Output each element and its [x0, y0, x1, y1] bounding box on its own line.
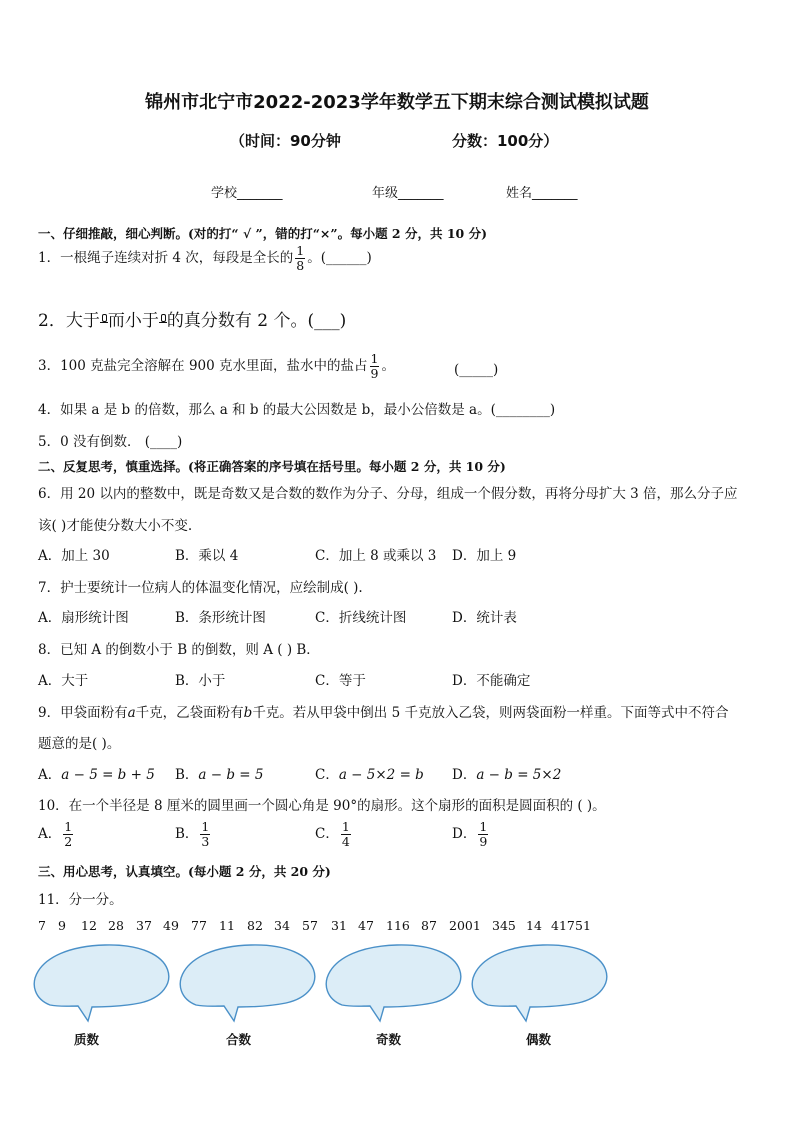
fraction-image: [159, 314, 167, 330]
bubble-label-even: 偶数: [526, 1032, 552, 1047]
number-item: 28: [108, 918, 124, 933]
grade-field: 年级_______: [372, 186, 444, 201]
q9-option-c: C．a − 5×2 = b: [315, 767, 424, 783]
question-9-line-1: 9．甲袋面粉有a千克，乙袋面粉有b千克。若从甲袋中倒出 5 千克放入乙袋，则两袋面粉一样重。下面等式中不符合: [38, 705, 729, 721]
number-item: 14: [526, 918, 542, 933]
speech-bubble-even: [472, 945, 607, 1021]
exam-time: （时间：90分钟: [230, 132, 341, 150]
q9-option-a: A．a − 5 = b + 5: [38, 767, 155, 783]
question-11: 11．分一分。: [38, 892, 123, 908]
q10-option-d: D． $\frac{1}{9}$: [452, 819, 488, 849]
q6-option-c: C．加上 8 或乘以 3: [315, 548, 437, 564]
question-5: 5．0 没有倒数． (____): [38, 434, 183, 450]
q9-option-b: B．a − b = 5: [175, 767, 264, 783]
q8-option-c: C．等于: [315, 673, 366, 689]
number-item: 77: [191, 918, 207, 933]
question-6-line-2: 该( )才能使分数大小不变.: [38, 518, 193, 534]
number-item: 2001: [449, 918, 481, 933]
section-3-heading: 三、用心思考，认真填空。(每小题 2 分，共 20 分): [38, 864, 331, 879]
q10-option-c: C． $\frac{1}{4}$: [315, 819, 350, 849]
q7-option-b: B．条形统计图: [175, 610, 266, 626]
section-1-heading: 一、仔细推敲，细心判断。(对的打“ √ ”，错的打“×”。每小题 2 分，共 10 分): [38, 226, 487, 241]
question-1: [38, 244, 372, 273]
fraction: $\frac{1}{9}$: [370, 351, 379, 381]
fraction: $\frac{1}{8}$: [296, 243, 305, 273]
question-9-line-2: 题意的是( )。: [38, 736, 121, 752]
bubble-label-composite: 合数: [226, 1032, 252, 1047]
number-item: 57: [302, 918, 318, 933]
speech-bubbles: [0, 935, 794, 1025]
number-item: 345: [492, 918, 516, 933]
question-2: 2．大于 而小于 的真分数有 2 个。(___): [38, 311, 347, 331]
page-title: 锦州市北宁市2022-2023学年数学五下期末综合测试模拟试题: [145, 92, 649, 113]
question-4: 4．如果 a 是 b 的倍数，那么 a 和 b 的最大公因数是 b，最小公倍数是 a。(________): [38, 402, 556, 418]
q6-option-a: A．加上 30: [38, 548, 110, 564]
number-item: 116: [386, 918, 410, 933]
q8-option-b: B．小于: [175, 673, 226, 689]
bubble-label-odd: 奇数: [376, 1032, 402, 1047]
q10-option-b: B． $\frac{1}{3}$: [175, 819, 210, 849]
fraction-image: [100, 314, 108, 330]
name-field: 姓名_______: [506, 186, 578, 201]
number-item: 12: [81, 918, 97, 933]
q10-option-a: A． $\frac{1}{2}$: [38, 819, 73, 849]
number-item: 82: [247, 918, 263, 933]
question-8: 8．已知 A 的倒数小于 B 的倒数，则 A ( ) B．: [38, 642, 320, 658]
number-item: 87: [421, 918, 437, 933]
question-1-text: 1．一根绳子连续对折 4 次，每段是全长的: [38, 250, 294, 266]
q7-option-c: C．折线统计图: [315, 610, 407, 626]
speech-bubble-composite: [180, 945, 315, 1021]
school-field: 学校_______: [211, 186, 283, 201]
q9-option-d: D．a − b = 5×2: [452, 767, 562, 783]
variable-a: a: [127, 705, 136, 721]
question-7: 7．护士要统计一位病人的体温变化情况，应绘制成( ).: [38, 580, 363, 596]
q8-option-a: A．大于: [38, 673, 89, 689]
number-item: 49: [163, 918, 179, 933]
speech-bubble-prime: [34, 945, 169, 1021]
section-2-heading: 二、反复思考，慎重选择。(将正确答案的序号填在括号里。每小题 2 分，共 10 分): [38, 459, 506, 474]
question-10: 10．在一个半径是 8 厘米的圆里画一个圆心角是 90°的扇形。这个扇形的面积是圆面积的 ( )。: [38, 798, 606, 814]
number-item: 51: [575, 918, 591, 933]
number-item: 31: [331, 918, 347, 933]
number-item: 37: [136, 918, 152, 933]
variable-b: b: [243, 705, 253, 721]
number-item: 34: [274, 918, 290, 933]
question-1-answer-blank: 。(______): [307, 250, 372, 266]
number-item: 9: [58, 918, 66, 933]
q7-option-d: D．统计表: [452, 610, 517, 626]
question-3-answer-blank: (_____): [454, 362, 499, 378]
q8-option-d: D．不能确定: [452, 673, 531, 689]
number-item: 11: [219, 918, 235, 933]
number-list: [38, 918, 608, 936]
exam-score: 分数：100分）: [452, 132, 559, 150]
question-3: 3．100 克盐完全溶解在 900 克水里面，盐水中的盐占 $\frac{1}{9}$ 。: [38, 351, 395, 381]
q6-option-d: D．加上 9: [452, 548, 517, 564]
question-6-line-1: 6．用 20 以内的整数中，既是奇数又是合数的数作为分子、分母，组成一个假分数，再将分母扩大 3 倍，那么分子应: [38, 486, 738, 502]
bubble-label-prime: 质数: [74, 1032, 100, 1047]
q6-option-b: B．乘以 4: [175, 548, 239, 564]
number-item: 417: [551, 918, 575, 933]
q7-option-a: A．扇形统计图: [38, 610, 129, 626]
number-item: 47: [358, 918, 374, 933]
number-item: 7: [38, 918, 46, 933]
speech-bubble-odd: [326, 945, 461, 1021]
